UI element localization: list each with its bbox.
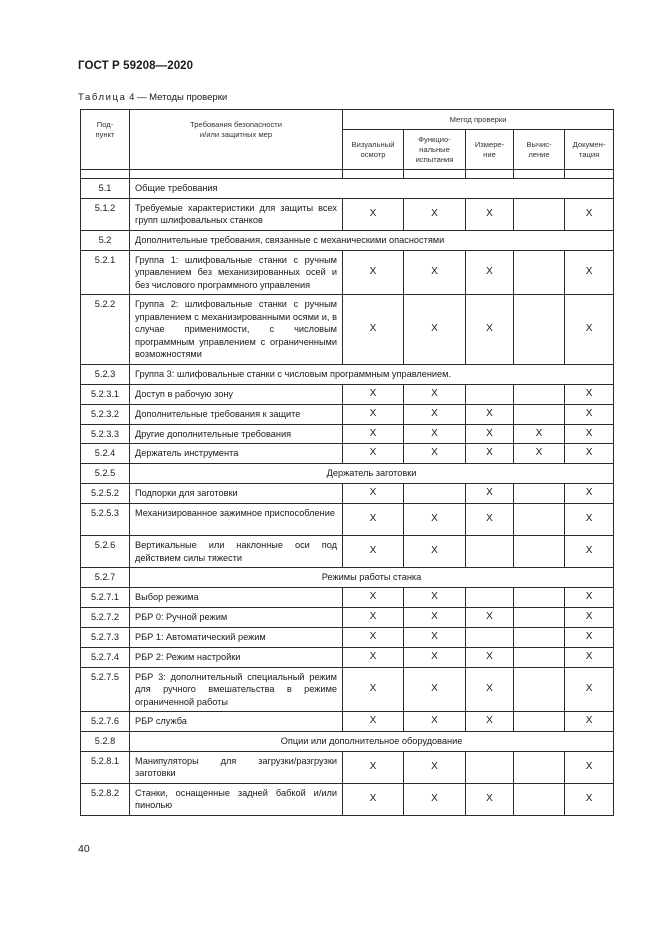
method-mark-visual: X bbox=[343, 783, 404, 815]
method-mark-measure: X bbox=[466, 484, 514, 504]
requirement-text: РБР 2: Режим настройки bbox=[130, 648, 343, 668]
method-mark-measure: X bbox=[466, 198, 514, 230]
requirement-text: Выбор режима bbox=[130, 588, 343, 608]
column-header-requirements: Требования безопасности и/или защитных мер bbox=[130, 110, 343, 170]
method-mark-docs: X bbox=[565, 588, 614, 608]
method-mark-functional: X bbox=[404, 751, 466, 783]
method-mark-calc bbox=[514, 404, 565, 424]
table-body bbox=[81, 179, 614, 816]
table-section-row bbox=[81, 464, 614, 484]
method-mark-measure: X bbox=[466, 444, 514, 464]
requirement-text: Дополнительные требования к защите bbox=[130, 404, 343, 424]
table-row bbox=[81, 404, 614, 424]
method-mark-functional: X bbox=[404, 648, 466, 668]
subclause-number: 5.1 bbox=[81, 179, 130, 199]
header-spacer-cell bbox=[81, 170, 130, 179]
method-mark-calc bbox=[514, 250, 565, 295]
method-mark-docs: X bbox=[565, 404, 614, 424]
column-header-documentation: Докумен- тация bbox=[565, 130, 614, 170]
table-row bbox=[81, 783, 614, 815]
subclause-number: 5.2.8 bbox=[81, 731, 130, 751]
method-mark-measure bbox=[466, 628, 514, 648]
method-mark-calc bbox=[514, 588, 565, 608]
method-mark-functional: X bbox=[404, 588, 466, 608]
subclause-number: 5.2.7.3 bbox=[81, 628, 130, 648]
method-mark-docs: X bbox=[565, 751, 614, 783]
method-mark-visual: X bbox=[343, 424, 404, 444]
method-mark-functional bbox=[404, 484, 466, 504]
subclause-number: 5.2.7 bbox=[81, 568, 130, 588]
method-mark-measure: X bbox=[466, 424, 514, 444]
table-row bbox=[81, 295, 614, 365]
method-mark-functional: X bbox=[404, 608, 466, 628]
method-mark-visual: X bbox=[343, 751, 404, 783]
method-mark-docs: X bbox=[565, 424, 614, 444]
table-caption bbox=[78, 92, 227, 103]
method-mark-docs: X bbox=[565, 712, 614, 732]
method-mark-functional: X bbox=[404, 667, 466, 712]
table-row bbox=[81, 198, 614, 230]
table-section-row bbox=[81, 731, 614, 751]
method-mark-visual: X bbox=[343, 484, 404, 504]
column-header-measurement: Измере- ние bbox=[466, 130, 514, 170]
method-mark-visual: X bbox=[343, 608, 404, 628]
method-mark-docs: X bbox=[565, 536, 614, 568]
method-mark-measure: X bbox=[466, 504, 514, 536]
subclause-number: 5.2.2 bbox=[81, 295, 130, 365]
method-mark-functional: X bbox=[404, 250, 466, 295]
method-mark-functional: X bbox=[404, 198, 466, 230]
subclause-number: 5.2.7.6 bbox=[81, 712, 130, 732]
method-mark-docs: X bbox=[565, 667, 614, 712]
method-mark-visual: X bbox=[343, 295, 404, 365]
section-title: Общие требования bbox=[130, 179, 614, 199]
method-mark-docs: X bbox=[565, 484, 614, 504]
method-mark-visual: X bbox=[343, 384, 404, 404]
method-mark-calc: X bbox=[514, 444, 565, 464]
subclause-number: 5.2.3.2 bbox=[81, 404, 130, 424]
section-title: Держатель заготовки bbox=[130, 464, 614, 484]
table-row bbox=[81, 444, 614, 464]
table-row bbox=[81, 712, 614, 732]
method-mark-calc bbox=[514, 783, 565, 815]
header-spacer-cell bbox=[466, 170, 514, 179]
subclause-number: 5.2.7.1 bbox=[81, 588, 130, 608]
requirement-text: РБР служба bbox=[130, 712, 343, 732]
table-section-row bbox=[81, 568, 614, 588]
table-row bbox=[81, 667, 614, 712]
table-row bbox=[81, 648, 614, 668]
method-mark-functional: X bbox=[404, 504, 466, 536]
method-mark-visual: X bbox=[343, 588, 404, 608]
method-mark-functional: X bbox=[404, 628, 466, 648]
method-mark-measure: X bbox=[466, 404, 514, 424]
table-row bbox=[81, 588, 614, 608]
method-mark-visual: X bbox=[343, 667, 404, 712]
table-caption-prefix: Таблица bbox=[78, 92, 127, 103]
method-mark-visual: X bbox=[343, 628, 404, 648]
table-row bbox=[81, 628, 614, 648]
requirement-text: Механизированное зажимное приспособление bbox=[130, 504, 343, 536]
table-row bbox=[81, 384, 614, 404]
verification-methods-table bbox=[80, 109, 614, 816]
table-row bbox=[81, 424, 614, 444]
method-mark-calc bbox=[514, 628, 565, 648]
method-mark-calc bbox=[514, 712, 565, 732]
method-mark-measure: X bbox=[466, 648, 514, 668]
method-mark-visual: X bbox=[343, 444, 404, 464]
subclause-number: 5.2.1 bbox=[81, 250, 130, 295]
method-mark-functional: X bbox=[404, 295, 466, 365]
table-section-row bbox=[81, 365, 614, 385]
requirement-text: Другие дополнительные требования bbox=[130, 424, 343, 444]
method-mark-calc bbox=[514, 384, 565, 404]
column-header-subclause: Под- пункт bbox=[81, 110, 130, 170]
method-mark-docs: X bbox=[565, 504, 614, 536]
method-mark-calc bbox=[514, 608, 565, 628]
table-row bbox=[81, 536, 614, 568]
method-mark-measure: X bbox=[466, 783, 514, 815]
subclause-number: 5.2.3.1 bbox=[81, 384, 130, 404]
method-mark-calc bbox=[514, 504, 565, 536]
requirement-text: Станки, оснащенные задней бабкой и/или пинолью bbox=[130, 783, 343, 815]
requirement-text: Группа 2: шлифовальные станки с ручным управлением с механизированными осями и, в случае применимости, с числовым программным управлением с ограниченными возможностями bbox=[130, 295, 343, 365]
requirement-text: Манипуляторы для загрузки/разгрузки заготовки bbox=[130, 751, 343, 783]
method-mark-visual: X bbox=[343, 250, 404, 295]
method-mark-measure bbox=[466, 751, 514, 783]
method-mark-measure: X bbox=[466, 712, 514, 732]
page-number: 40 bbox=[78, 843, 90, 855]
requirement-text: Требуемые характеристики для защиты всех групп шлифовальных станков bbox=[130, 198, 343, 230]
column-header-calculation: Вычис- ление bbox=[514, 130, 565, 170]
method-mark-functional: X bbox=[404, 384, 466, 404]
subclause-number: 5.2.7.2 bbox=[81, 608, 130, 628]
method-mark-docs: X bbox=[565, 250, 614, 295]
method-mark-docs: X bbox=[565, 295, 614, 365]
requirement-text: РБР 3: дополнительный специальный режим для ручного вмешательства в режиме ограниченной работы bbox=[130, 667, 343, 712]
method-mark-calc bbox=[514, 295, 565, 365]
method-mark-calc: X bbox=[514, 424, 565, 444]
table-row bbox=[81, 504, 614, 536]
header-spacer-cell bbox=[565, 170, 614, 179]
section-title: Режимы работы станка bbox=[130, 568, 614, 588]
subclause-number: 5.2 bbox=[81, 230, 130, 250]
method-mark-docs: X bbox=[565, 444, 614, 464]
table-row bbox=[81, 250, 614, 295]
section-title: Группа 3: шлифовальные станки с числовым программным управлением. bbox=[130, 365, 614, 385]
method-mark-measure: X bbox=[466, 250, 514, 295]
method-mark-functional: X bbox=[404, 424, 466, 444]
subclause-number: 5.2.5.2 bbox=[81, 484, 130, 504]
subclause-number: 5.2.7.4 bbox=[81, 648, 130, 668]
header-spacer-cell bbox=[343, 170, 404, 179]
method-mark-measure bbox=[466, 384, 514, 404]
section-title: Опции или дополнительное оборудование bbox=[130, 731, 614, 751]
method-mark-calc bbox=[514, 648, 565, 668]
method-mark-visual: X bbox=[343, 404, 404, 424]
method-mark-functional: X bbox=[404, 783, 466, 815]
requirement-text: Вертикальные или наклонные оси под действием силы тяжести bbox=[130, 536, 343, 568]
table-section-row bbox=[81, 230, 614, 250]
subclause-number: 5.2.8.2 bbox=[81, 783, 130, 815]
method-mark-functional: X bbox=[404, 712, 466, 732]
requirement-text: РБР 0: Ручной режим bbox=[130, 608, 343, 628]
method-mark-calc bbox=[514, 198, 565, 230]
table-caption-text: 4 — Методы проверки bbox=[126, 92, 228, 103]
column-header-visual-inspection: Визуальный осмотр bbox=[343, 130, 404, 170]
method-mark-functional: X bbox=[404, 404, 466, 424]
method-mark-measure bbox=[466, 588, 514, 608]
method-mark-calc bbox=[514, 536, 565, 568]
method-mark-visual: X bbox=[343, 504, 404, 536]
method-mark-measure bbox=[466, 536, 514, 568]
document-code: ГОСТ Р 59208—2020 bbox=[78, 60, 194, 72]
subclause-number: 5.2.3.3 bbox=[81, 424, 130, 444]
subclause-number: 5.2.7.5 bbox=[81, 667, 130, 712]
method-mark-measure: X bbox=[466, 667, 514, 712]
method-mark-calc bbox=[514, 484, 565, 504]
requirement-text: Держатель инструмента bbox=[130, 444, 343, 464]
section-title: Дополнительные требования, связанные с механическими опасностями bbox=[130, 230, 614, 250]
table-row bbox=[81, 484, 614, 504]
method-mark-docs: X bbox=[565, 783, 614, 815]
method-mark-docs: X bbox=[565, 648, 614, 668]
subclause-number: 5.2.5 bbox=[81, 464, 130, 484]
method-mark-measure: X bbox=[466, 295, 514, 365]
header-spacer-cell bbox=[404, 170, 466, 179]
subclause-number: 5.2.5.3 bbox=[81, 504, 130, 536]
requirement-text: Доступ в рабочую зону bbox=[130, 384, 343, 404]
table-section-row bbox=[81, 179, 614, 199]
method-mark-docs: X bbox=[565, 608, 614, 628]
subclause-number: 5.1.2 bbox=[81, 198, 130, 230]
method-mark-visual: X bbox=[343, 198, 404, 230]
method-mark-docs: X bbox=[565, 384, 614, 404]
requirement-text: РБР 1: Автоматический режим bbox=[130, 628, 343, 648]
subclause-number: 5.2.3 bbox=[81, 365, 130, 385]
method-mark-docs: X bbox=[565, 628, 614, 648]
header-spacer-cell bbox=[514, 170, 565, 179]
method-mark-visual: X bbox=[343, 648, 404, 668]
method-mark-calc bbox=[514, 667, 565, 712]
table-row bbox=[81, 608, 614, 628]
method-mark-calc bbox=[514, 751, 565, 783]
table-row bbox=[81, 751, 614, 783]
requirement-text: Группа 1: шлифовальные станки с ручным управлением без механизированных осей и без числового программного управления bbox=[130, 250, 343, 295]
subclause-number: 5.2.8.1 bbox=[81, 751, 130, 783]
method-mark-measure: X bbox=[466, 608, 514, 628]
method-mark-visual: X bbox=[343, 536, 404, 568]
method-mark-functional: X bbox=[404, 444, 466, 464]
method-mark-docs: X bbox=[565, 198, 614, 230]
method-mark-visual: X bbox=[343, 712, 404, 732]
subclause-number: 5.2.6 bbox=[81, 536, 130, 568]
subclause-number: 5.2.4 bbox=[81, 444, 130, 464]
column-header-functional-tests: Функцио- нальные испытания bbox=[404, 130, 466, 170]
requirement-text: Подпорки для заготовки bbox=[130, 484, 343, 504]
header-spacer-cell bbox=[130, 170, 343, 179]
method-mark-functional: X bbox=[404, 536, 466, 568]
column-header-verification-method: Метод проверки bbox=[343, 110, 614, 130]
